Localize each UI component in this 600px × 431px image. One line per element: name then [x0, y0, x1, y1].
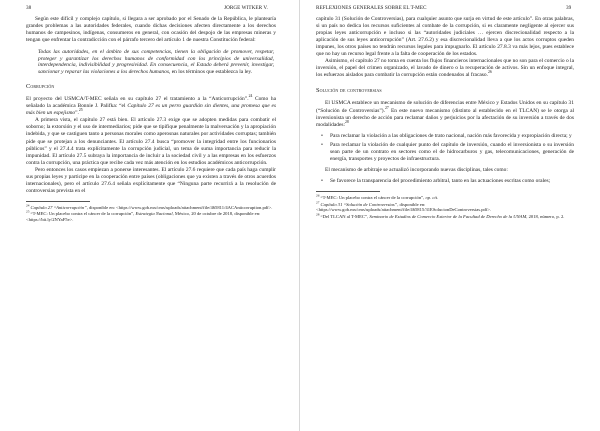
block-quote — [38, 49, 274, 75]
footnote-link-text[interactable]: , disponible en: <https://www.gob.mx/cms/uploads/attachment/file/465811/4ACAnticorruption.pdf>. — [86, 204, 273, 210]
quote-normal-text: , en los términos que establezca la ley. — [169, 68, 253, 75]
footnote-italic-text: Seminario de Estudios de Comercio Exterior de la Facultad de Derecho de la UNAM — [369, 213, 527, 219]
bullet-list — [316, 178, 574, 185]
quote-italic-text: Todas las autoridades, en el ámbito de sus competencias, tienen la obligación de promover, respetar, proteger y garantizar los derechos humanos de conformidad con los principios de universalidad, interdependencia, indivisibilidad y progresividad. En consecuencia, el Estado deberá prevenir, investigar, sancionar y reparar las violaciones a los derechos humanos — [38, 49, 274, 75]
left-body — [26, 16, 276, 224]
footnote — [316, 214, 574, 220]
footnote-italic-text: op. cit. — [425, 194, 439, 200]
bullet-list — [316, 133, 574, 163]
footnote-ref[interactable]: 28 — [345, 119, 349, 124]
para-text: Como ha señalado la académica Bonnie J. Palifka: “el — [26, 96, 276, 110]
footnote-ref[interactable]: 26 — [487, 70, 492, 75]
footnote-text: , 2018, número, p. 2. — [526, 213, 565, 219]
footnote — [316, 195, 574, 201]
para-text: El USMCA establece un mecanismo de solución de diferencias entre México y Estados Unidos en su capítulo 31 (“Solución de Controversias”). — [316, 100, 574, 114]
footnote-link-text[interactable]: , México, 20 de octubre de 2018, disponible en: <https://bit.ly/2NYaF5e>. — [26, 211, 261, 223]
footnote — [26, 211, 276, 222]
list-item: • Se favorece la transparencia del procedimiento arbitral, tanto en las actuaciones escritas como orales; — [316, 178, 574, 185]
footnote-italic-text: Capítulo 27 “Anticorrupción” — [30, 204, 87, 210]
running-head-author: JORGE WITKER V. — [224, 5, 268, 11]
list-item: • Para reclamar la violación a las obligaciones de trato nacional, nación más favorecida y expropiación directa; y — [316, 133, 574, 140]
footnote-text: “T-MEC: Un placebo contra el cáncer de la corrupción”, — [30, 211, 136, 217]
para-text: Asimismo, el capítulo 27 no toma en cuenta los flujos financieros internacionales que no son para el comercio o la inversión, el papel del crimen organizado, el lavado de dinero o la recuperación de activos. Sin un enfoque integral, los esfuerzos aislados para combatir la corrupción están condenados al fracaso. — [316, 58, 574, 79]
paragraph — [26, 96, 276, 117]
paragraph: Pero entonces los casos empiezan a ponerse interesantes. El artículo 27.6 requiere que cada país haga cumplir sus propias leyes y participe en la cooperación entre países (obligaciones que ya existen a través de otros acuerdos internacionales), pero el artículo 27.6.4 señala explícitamente que “Ninguna parte recurrirá a la resolución de controversias prevista en el — [26, 166, 276, 194]
para-text: El proyecto del USMCA/T-MEC señala en su capítulo 27 el tratamiento a la “Anticorrupción”. — [26, 96, 249, 103]
footnote-italic-text: Capítulo 31 “Solución de Controversias” — [320, 201, 398, 207]
para-italic-text: Capítulo 27 es un perro guardián sin dientes, una promesa que es más bien un espejismo — [26, 103, 276, 117]
right-body — [316, 16, 574, 220]
page-number: 39 — [566, 5, 572, 11]
footnote-text: “T-MEC: Un placebo contra el cáncer de la corrupción”, — [320, 194, 426, 200]
paragraph — [316, 100, 574, 128]
para-text: ”. — [75, 110, 79, 117]
footnote-divider — [26, 201, 90, 202]
para-text: En este nuevo mecanismo (distinto al establecido en el TLCAN) se le otorga al inversionista un derecho de acción para reclamar daños y perjuicios por la afectación de su inversión a través de dos modalidades: — [316, 107, 574, 128]
section-heading-corrupcion: Corrupción — [26, 83, 55, 91]
footnote-number: 27 — [316, 200, 320, 204]
footnote-number: 26 — [316, 193, 320, 198]
footnote-number: 25 — [26, 209, 30, 214]
footnote-ref[interactable]: 24 — [248, 94, 253, 99]
paragraph: Según este difícil y complejo capítulo, si llegara a ser aprobado por el Senado de la República, le plantearía grandes problemas a las autoridades federales, cuando dichas decisiones afecten directamente a los derechos humanos de campesinos, indígenas, consumeros en general, con ocasión del despojo de las empresas mineras y tengan que enfrentar la contradicción con el párrafo tercero del artículo 1 de nuestra Constitución federal: — [26, 16, 276, 44]
footnotes — [26, 205, 276, 223]
footnote-number: 28 — [316, 212, 320, 217]
footnote-ref[interactable]: 27 — [384, 105, 389, 110]
footnote-italic-text: Estrategia Nacional — [135, 211, 173, 217]
footnotes — [316, 195, 574, 219]
footnote-text: “Del TLCAN al T-MEC”, — [320, 213, 370, 219]
paragraph: A primera vista, el capítulo 27 está bien. El artículo 27.3 exige que se adopten medidas para combatir el soborno; la extorsión y el uso de intermediarios; pide que se tipifique penalmente la malversación y la apropiación indebida, y que se castiguen tanto a personas morales como aperosnas naturales por actividades corruptas; también pide que se protejan a los denunciantes. El artículo 27.4 busca “promover la integridad entre los funcionarios públicos” y el 27.4.4 trata explícitamente la corrupción judicial, un tema de suma importancia para reducir la impunidad. El artículo 27.5 subraya la importancia de incluir a la sociedad civil y a las empresas en los esfuerzos contra la corrupción, una práctica que recibe cada vez más atención en los estudios académicos anticorrupción. — [26, 117, 276, 166]
page-number: 38 — [26, 5, 32, 11]
footnote — [316, 202, 574, 213]
paragraph: capítulo 31 (Solución de Controversias), para cualquier asunto que surja en virtud de este artículo”. En otras palabras, si un país no dedica los recursos suficientes al combate de la corrupción, si es claramente negligente al ejercer sus propias leyes anticorrupción e incluso si las “autoridades judiciales … ejercen discrecionalidad respecto a la aplicación de sus leyes anticorrupción” (Art. 27.6.2) y esa discrecionalidad lleva a que los actos corruptos queden impunes, los otros países no tendrán recursos legales para impugnarlo. El artículo 27.8.3 va más lejos, pues establece que no hay un recurso legal frente a la falta de cooperación de los estados. — [316, 16, 574, 58]
footnote — [26, 205, 276, 211]
footnote-ref[interactable]: 25 — [78, 108, 83, 113]
footnote-link-text[interactable]: , disponible en: <https://www.gob.mx/cms/uploads/attachment/file/465815/31ESolucionDeControversias.pdf>. — [316, 201, 492, 213]
footnote-number: 24 — [26, 203, 30, 208]
footnote-divider — [316, 191, 380, 192]
right-page — [300, 0, 600, 431]
paragraph — [316, 58, 574, 79]
running-head-book-title: REFLEXIONES GENERALES SOBRE EL T-MEC — [316, 5, 427, 11]
section-heading-solucion-controversias: Solución de controversias — [316, 87, 382, 95]
list-item: • Para reclamar la violación de cualquier punto del capítulo de inversión, cuando el inversionista o su inversión sean parte de un contrato en sectores como el de hidrocarburos y gas, telecomunicaciones, generación de energía, transportes y proyectos de infraestructura. — [316, 142, 574, 163]
paragraph: El mecanismo de arbitraje se actualizó incorporando nuevas disciplinas, tales como: — [325, 166, 508, 173]
